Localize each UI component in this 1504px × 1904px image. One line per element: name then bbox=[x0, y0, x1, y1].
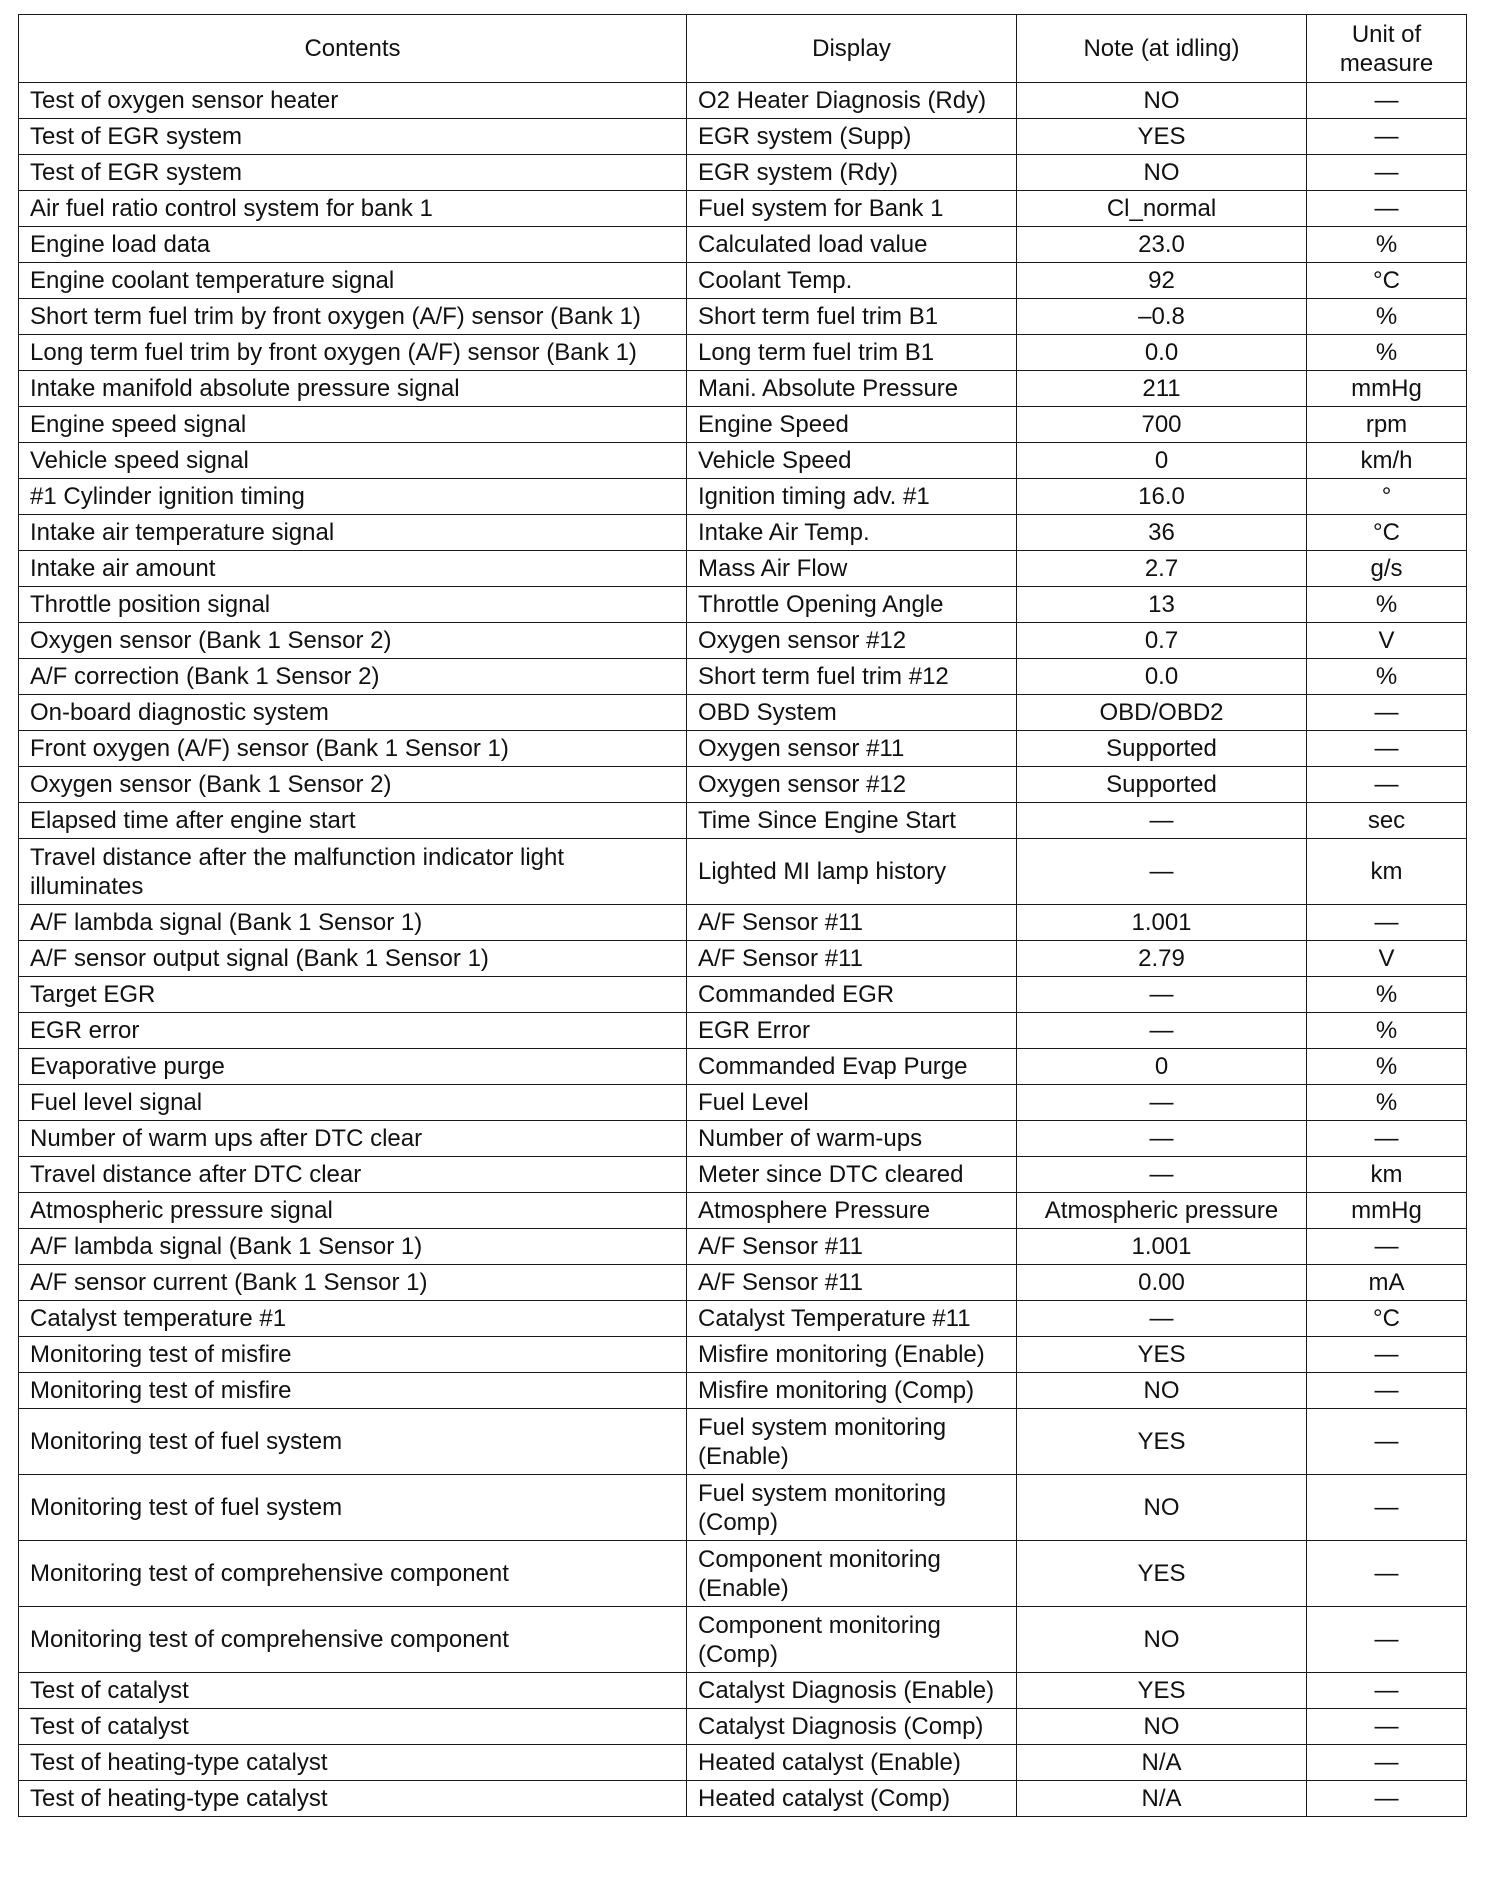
cell-display: Oxygen sensor #12 bbox=[687, 767, 1017, 803]
table-row bbox=[19, 695, 1467, 731]
cell-unit: km/h bbox=[1307, 443, 1467, 479]
cell-note: NO bbox=[1017, 83, 1307, 119]
cell-note: –0.8 bbox=[1017, 299, 1307, 335]
cell-display: Component monitoring (Enable) bbox=[687, 1541, 1017, 1607]
cell-contents: Long term fuel trim by front oxygen (A/F) sensor (Bank 1) bbox=[19, 335, 687, 371]
table-row bbox=[19, 479, 1467, 515]
cell-unit: — bbox=[1307, 1121, 1467, 1157]
cell-unit: — bbox=[1307, 83, 1467, 119]
cell-unit: mmHg bbox=[1307, 1193, 1467, 1229]
cell-contents: A/F correction (Bank 1 Sensor 2) bbox=[19, 659, 687, 695]
cell-note: YES bbox=[1017, 1409, 1307, 1475]
cell-display: Catalyst Temperature #11 bbox=[687, 1301, 1017, 1337]
cell-display: OBD System bbox=[687, 695, 1017, 731]
cell-unit: — bbox=[1307, 1373, 1467, 1409]
cell-unit: — bbox=[1307, 1709, 1467, 1745]
table-row bbox=[19, 839, 1467, 905]
cell-display: Lighted MI lamp history bbox=[687, 839, 1017, 905]
cell-contents: Fuel level signal bbox=[19, 1085, 687, 1121]
cell-contents: Intake air amount bbox=[19, 551, 687, 587]
table-row bbox=[19, 1475, 1467, 1541]
cell-contents: Vehicle speed signal bbox=[19, 443, 687, 479]
cell-contents: EGR error bbox=[19, 1013, 687, 1049]
cell-contents: Monitoring test of fuel system bbox=[19, 1409, 687, 1475]
table-row bbox=[19, 1193, 1467, 1229]
cell-contents: Monitoring test of comprehensive component bbox=[19, 1607, 687, 1673]
cell-display: Atmosphere Pressure bbox=[687, 1193, 1017, 1229]
cell-unit: — bbox=[1307, 731, 1467, 767]
cell-display: Catalyst Diagnosis (Comp) bbox=[687, 1709, 1017, 1745]
cell-contents: Monitoring test of misfire bbox=[19, 1373, 687, 1409]
cell-unit: — bbox=[1307, 1541, 1467, 1607]
cell-unit: — bbox=[1307, 1337, 1467, 1373]
table-row bbox=[19, 977, 1467, 1013]
cell-contents: Front oxygen (A/F) sensor (Bank 1 Sensor 1) bbox=[19, 731, 687, 767]
cell-unit: — bbox=[1307, 1607, 1467, 1673]
cell-note: NO bbox=[1017, 155, 1307, 191]
cell-unit: — bbox=[1307, 1409, 1467, 1475]
data-table bbox=[18, 14, 1467, 1817]
table-row bbox=[19, 1229, 1467, 1265]
cell-unit: % bbox=[1307, 1085, 1467, 1121]
cell-contents: A/F sensor output signal (Bank 1 Sensor 1) bbox=[19, 941, 687, 977]
cell-display: Short term fuel trim B1 bbox=[687, 299, 1017, 335]
cell-unit: % bbox=[1307, 1013, 1467, 1049]
cell-unit: — bbox=[1307, 1673, 1467, 1709]
cell-display: Oxygen sensor #12 bbox=[687, 623, 1017, 659]
table-row bbox=[19, 1337, 1467, 1373]
cell-unit: km bbox=[1307, 1157, 1467, 1193]
cell-unit: — bbox=[1307, 155, 1467, 191]
cell-note: 13 bbox=[1017, 587, 1307, 623]
cell-contents: A/F sensor current (Bank 1 Sensor 1) bbox=[19, 1265, 687, 1301]
cell-unit: % bbox=[1307, 659, 1467, 695]
table-row bbox=[19, 1085, 1467, 1121]
table-row bbox=[19, 371, 1467, 407]
cell-unit: — bbox=[1307, 905, 1467, 941]
cell-note: N/A bbox=[1017, 1745, 1307, 1781]
cell-display: Vehicle Speed bbox=[687, 443, 1017, 479]
cell-contents: Target EGR bbox=[19, 977, 687, 1013]
cell-unit: — bbox=[1307, 767, 1467, 803]
table-row bbox=[19, 1607, 1467, 1673]
cell-display: Engine Speed bbox=[687, 407, 1017, 443]
cell-display: Mass Air Flow bbox=[687, 551, 1017, 587]
cell-contents: A/F lambda signal (Bank 1 Sensor 1) bbox=[19, 905, 687, 941]
header-display: Display bbox=[687, 15, 1017, 83]
cell-unit: % bbox=[1307, 977, 1467, 1013]
cell-display: Commanded Evap Purge bbox=[687, 1049, 1017, 1085]
cell-note: 2.79 bbox=[1017, 941, 1307, 977]
cell-note: 2.7 bbox=[1017, 551, 1307, 587]
table-row bbox=[19, 803, 1467, 839]
table-row bbox=[19, 119, 1467, 155]
table-row bbox=[19, 335, 1467, 371]
cell-contents: Test of heating-type catalyst bbox=[19, 1781, 687, 1817]
cell-note: 211 bbox=[1017, 371, 1307, 407]
cell-display: Fuel system for Bank 1 bbox=[687, 191, 1017, 227]
cell-contents: Oxygen sensor (Bank 1 Sensor 2) bbox=[19, 623, 687, 659]
cell-unit: °C bbox=[1307, 263, 1467, 299]
cell-unit: — bbox=[1307, 695, 1467, 731]
cell-note: 36 bbox=[1017, 515, 1307, 551]
cell-note: YES bbox=[1017, 1673, 1307, 1709]
cell-unit: — bbox=[1307, 119, 1467, 155]
cell-display: Coolant Temp. bbox=[687, 263, 1017, 299]
cell-display: Short term fuel trim #12 bbox=[687, 659, 1017, 695]
table-row bbox=[19, 263, 1467, 299]
cell-note: 1.001 bbox=[1017, 1229, 1307, 1265]
cell-display: EGR system (Supp) bbox=[687, 119, 1017, 155]
cell-display: Commanded EGR bbox=[687, 977, 1017, 1013]
cell-display: A/F Sensor #11 bbox=[687, 1265, 1017, 1301]
cell-contents: Monitoring test of comprehensive component bbox=[19, 1541, 687, 1607]
table-row bbox=[19, 731, 1467, 767]
table-row bbox=[19, 623, 1467, 659]
cell-note: NO bbox=[1017, 1607, 1307, 1673]
cell-unit: — bbox=[1307, 1781, 1467, 1817]
cell-note: 23.0 bbox=[1017, 227, 1307, 263]
cell-contents: Travel distance after DTC clear bbox=[19, 1157, 687, 1193]
cell-unit: °C bbox=[1307, 515, 1467, 551]
cell-unit: % bbox=[1307, 227, 1467, 263]
cell-note: 0.0 bbox=[1017, 659, 1307, 695]
table-row bbox=[19, 299, 1467, 335]
cell-note: YES bbox=[1017, 1337, 1307, 1373]
cell-unit: V bbox=[1307, 941, 1467, 977]
cell-note: YES bbox=[1017, 119, 1307, 155]
cell-contents: Engine coolant temperature signal bbox=[19, 263, 687, 299]
cell-note: Supported bbox=[1017, 767, 1307, 803]
cell-contents: Evaporative purge bbox=[19, 1049, 687, 1085]
cell-contents: Test of catalyst bbox=[19, 1709, 687, 1745]
cell-contents: #1 Cylinder ignition timing bbox=[19, 479, 687, 515]
cell-note: — bbox=[1017, 1085, 1307, 1121]
table-row bbox=[19, 1157, 1467, 1193]
table-row bbox=[19, 1745, 1467, 1781]
cell-contents: Air fuel ratio control system for bank 1 bbox=[19, 191, 687, 227]
cell-contents: Monitoring test of fuel system bbox=[19, 1475, 687, 1541]
cell-note: OBD/OBD2 bbox=[1017, 695, 1307, 731]
cell-display: Calculated load value bbox=[687, 227, 1017, 263]
cell-note: — bbox=[1017, 977, 1307, 1013]
table-row bbox=[19, 551, 1467, 587]
cell-display: Misfire monitoring (Comp) bbox=[687, 1373, 1017, 1409]
table-row bbox=[19, 1121, 1467, 1157]
cell-display: Catalyst Diagnosis (Enable) bbox=[687, 1673, 1017, 1709]
cell-note: 700 bbox=[1017, 407, 1307, 443]
cell-unit: % bbox=[1307, 299, 1467, 335]
table-row bbox=[19, 1541, 1467, 1607]
table-row bbox=[19, 1781, 1467, 1817]
cell-contents: Intake manifold absolute pressure signal bbox=[19, 371, 687, 407]
cell-display: A/F Sensor #11 bbox=[687, 905, 1017, 941]
cell-unit: g/s bbox=[1307, 551, 1467, 587]
table-body bbox=[19, 83, 1467, 1817]
table-row bbox=[19, 515, 1467, 551]
table-row bbox=[19, 1049, 1467, 1085]
cell-contents: A/F lambda signal (Bank 1 Sensor 1) bbox=[19, 1229, 687, 1265]
cell-note: 0.00 bbox=[1017, 1265, 1307, 1301]
cell-unit: rpm bbox=[1307, 407, 1467, 443]
cell-display: Intake Air Temp. bbox=[687, 515, 1017, 551]
cell-unit: ° bbox=[1307, 479, 1467, 515]
cell-unit: % bbox=[1307, 587, 1467, 623]
cell-contents: Engine load data bbox=[19, 227, 687, 263]
cell-display: Fuel Level bbox=[687, 1085, 1017, 1121]
cell-contents: Short term fuel trim by front oxygen (A/F) sensor (Bank 1) bbox=[19, 299, 687, 335]
cell-note: 0.0 bbox=[1017, 335, 1307, 371]
cell-note: — bbox=[1017, 1301, 1307, 1337]
cell-contents: Number of warm ups after DTC clear bbox=[19, 1121, 687, 1157]
cell-note: — bbox=[1017, 1121, 1307, 1157]
cell-note: YES bbox=[1017, 1541, 1307, 1607]
table-row bbox=[19, 1709, 1467, 1745]
cell-unit: — bbox=[1307, 1745, 1467, 1781]
table-row bbox=[19, 155, 1467, 191]
cell-display: Ignition timing adv. #1 bbox=[687, 479, 1017, 515]
cell-note: 92 bbox=[1017, 263, 1307, 299]
cell-contents: Intake air temperature signal bbox=[19, 515, 687, 551]
cell-display: Component monitoring (Comp) bbox=[687, 1607, 1017, 1673]
cell-note: 1.001 bbox=[1017, 905, 1307, 941]
table-row bbox=[19, 191, 1467, 227]
cell-unit: °C bbox=[1307, 1301, 1467, 1337]
cell-unit: mA bbox=[1307, 1265, 1467, 1301]
cell-display: Heated catalyst (Enable) bbox=[687, 1745, 1017, 1781]
table-row bbox=[19, 1013, 1467, 1049]
cell-contents: Test of catalyst bbox=[19, 1673, 687, 1709]
table-row bbox=[19, 659, 1467, 695]
cell-display: Time Since Engine Start bbox=[687, 803, 1017, 839]
cell-note: NO bbox=[1017, 1373, 1307, 1409]
table-row bbox=[19, 83, 1467, 119]
cell-display: Mani. Absolute Pressure bbox=[687, 371, 1017, 407]
cell-display: Heated catalyst (Comp) bbox=[687, 1781, 1017, 1817]
cell-note: Supported bbox=[1017, 731, 1307, 767]
cell-display: Meter since DTC cleared bbox=[687, 1157, 1017, 1193]
cell-note: — bbox=[1017, 839, 1307, 905]
cell-unit: — bbox=[1307, 1475, 1467, 1541]
cell-display: A/F Sensor #11 bbox=[687, 941, 1017, 977]
cell-unit: % bbox=[1307, 1049, 1467, 1085]
page bbox=[18, 14, 1466, 1817]
cell-contents: Engine speed signal bbox=[19, 407, 687, 443]
cell-note: NO bbox=[1017, 1475, 1307, 1541]
cell-contents: Monitoring test of misfire bbox=[19, 1337, 687, 1373]
table-row bbox=[19, 227, 1467, 263]
table-row bbox=[19, 1373, 1467, 1409]
cell-contents: Throttle position signal bbox=[19, 587, 687, 623]
header-contents: Contents bbox=[19, 15, 687, 83]
header-row bbox=[19, 15, 1467, 83]
table-row bbox=[19, 1265, 1467, 1301]
cell-display: Misfire monitoring (Enable) bbox=[687, 1337, 1017, 1373]
cell-unit: sec bbox=[1307, 803, 1467, 839]
cell-display: EGR Error bbox=[687, 1013, 1017, 1049]
cell-contents: Atmospheric pressure signal bbox=[19, 1193, 687, 1229]
table-row bbox=[19, 1673, 1467, 1709]
cell-display: Oxygen sensor #11 bbox=[687, 731, 1017, 767]
table-header bbox=[19, 15, 1467, 83]
cell-contents: Test of EGR system bbox=[19, 155, 687, 191]
cell-contents: Oxygen sensor (Bank 1 Sensor 2) bbox=[19, 767, 687, 803]
cell-display: EGR system (Rdy) bbox=[687, 155, 1017, 191]
table-row bbox=[19, 1301, 1467, 1337]
cell-display: A/F Sensor #11 bbox=[687, 1229, 1017, 1265]
cell-note: — bbox=[1017, 1013, 1307, 1049]
header-unit: Unit of measure bbox=[1307, 15, 1467, 83]
cell-display: Long term fuel trim B1 bbox=[687, 335, 1017, 371]
cell-unit: mmHg bbox=[1307, 371, 1467, 407]
cell-note: NO bbox=[1017, 1709, 1307, 1745]
cell-display: Throttle Opening Angle bbox=[687, 587, 1017, 623]
header-note: Note (at idling) bbox=[1017, 15, 1307, 83]
cell-note: 16.0 bbox=[1017, 479, 1307, 515]
table-row bbox=[19, 941, 1467, 977]
cell-unit: — bbox=[1307, 1229, 1467, 1265]
table-row bbox=[19, 407, 1467, 443]
cell-note: Cl_normal bbox=[1017, 191, 1307, 227]
cell-unit: — bbox=[1307, 191, 1467, 227]
cell-note: 0 bbox=[1017, 1049, 1307, 1085]
cell-note: 0 bbox=[1017, 443, 1307, 479]
cell-contents: Elapsed time after engine start bbox=[19, 803, 687, 839]
cell-unit: V bbox=[1307, 623, 1467, 659]
cell-display: Number of warm-ups bbox=[687, 1121, 1017, 1157]
cell-note: — bbox=[1017, 803, 1307, 839]
cell-display: Fuel system monitoring (Enable) bbox=[687, 1409, 1017, 1475]
cell-note: 0.7 bbox=[1017, 623, 1307, 659]
cell-contents: Test of EGR system bbox=[19, 119, 687, 155]
table-row bbox=[19, 905, 1467, 941]
cell-note: Atmospheric pressure bbox=[1017, 1193, 1307, 1229]
cell-note: — bbox=[1017, 1157, 1307, 1193]
table-row bbox=[19, 767, 1467, 803]
table-row bbox=[19, 443, 1467, 479]
cell-display: O2 Heater Diagnosis (Rdy) bbox=[687, 83, 1017, 119]
cell-contents: Test of heating-type catalyst bbox=[19, 1745, 687, 1781]
cell-contents: On-board diagnostic system bbox=[19, 695, 687, 731]
cell-note: N/A bbox=[1017, 1781, 1307, 1817]
cell-unit: km bbox=[1307, 839, 1467, 905]
cell-display: Fuel system monitoring (Comp) bbox=[687, 1475, 1017, 1541]
cell-contents: Travel distance after the malfunction indicator light illuminates bbox=[19, 839, 687, 905]
cell-contents: Test of oxygen sensor heater bbox=[19, 83, 687, 119]
table-row bbox=[19, 1409, 1467, 1475]
cell-unit: % bbox=[1307, 335, 1467, 371]
cell-contents: Catalyst temperature #1 bbox=[19, 1301, 687, 1337]
table-row bbox=[19, 587, 1467, 623]
